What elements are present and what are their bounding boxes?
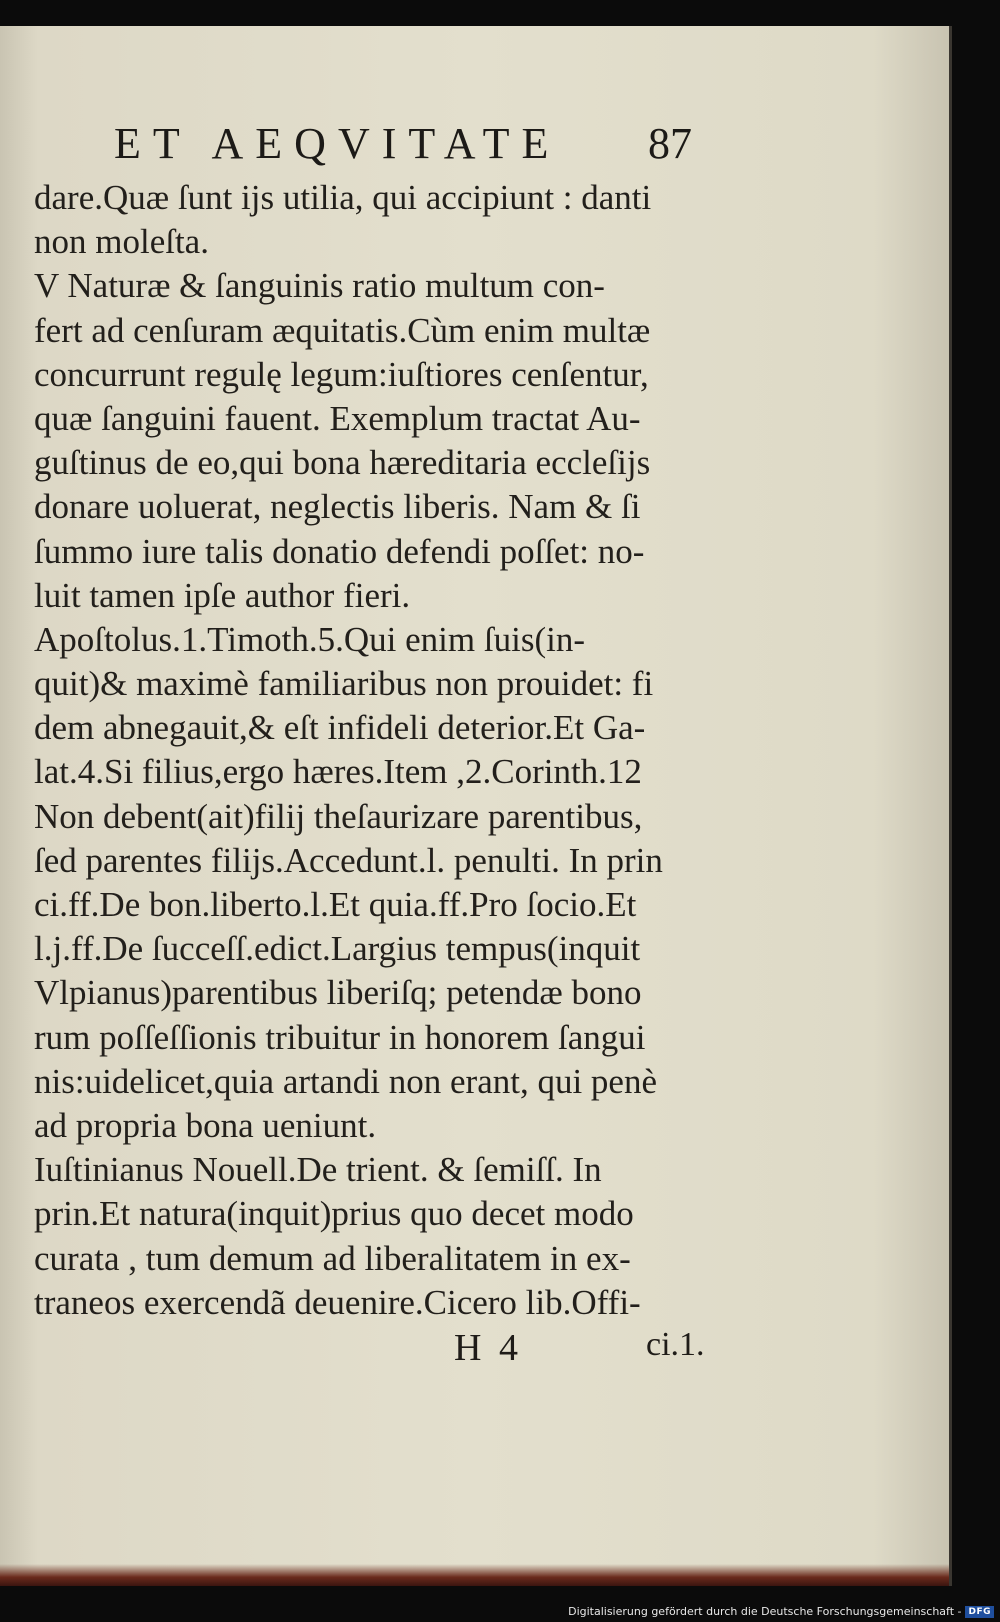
body-text: [34, 176, 744, 1325]
text-line: lat.4.Si filius,ergo hæres.Item ,2.Corinth.12: [34, 752, 642, 792]
text-line: ſummo iure talis donatio defendi poſſet: no-: [34, 531, 645, 571]
page-header: [114, 118, 714, 178]
page-number: 87: [648, 119, 692, 168]
text-line: nis:uidelicet,quia artandi non erant, qui penè: [34, 1061, 657, 1101]
text-line: V Naturæ & ſanguinis ratio multum con-: [34, 266, 605, 306]
catchword: ci.1.: [646, 1326, 705, 1363]
text-line: ſed parentes filijs.Accedunt.l. penulti. In prin: [34, 840, 663, 880]
text-line: concurrunt regulę legum:iuſtiores cenſentur,: [34, 354, 649, 394]
credit-text: Digitalisierung gefördert durch die Deutsche Forschungsgemeinschaft -: [568, 1605, 962, 1618]
text-line: quit)& maximè familiaribus non prouidet: fi: [34, 664, 654, 704]
text-line: ci.ff.De bon.liberto.l.Et quia.ff.Pro ſocio.Et: [34, 885, 637, 924]
text-line: quæ ſanguini fauent. Exemplum tractat Au-: [34, 398, 641, 438]
text-line: ad propria bona ueniunt.: [34, 1105, 377, 1145]
book-page: [0, 26, 952, 1586]
text-line: non moleſta.: [34, 222, 209, 262]
text-line: luit tamen ipſe author fieri.: [34, 575, 411, 615]
text-line: l.j.ff.De ſucceſſ.edict.Largius tempus(inquit: [34, 929, 641, 969]
dfg-logo: DFG: [965, 1606, 994, 1618]
text-line: prin.Et natura(inquit)prius quo decet modo: [34, 1194, 634, 1234]
text-line: rum poſſeſſionis tribuitur in honorem ſangui: [34, 1017, 646, 1057]
text-line: dare.Quæ ſunt ijs utilia, qui accipiunt : danti: [34, 178, 652, 217]
text-line: traneos exercendã deuenire.Cicero lib.Offi-: [34, 1282, 641, 1322]
running-title: ET AEQVITATE: [114, 119, 561, 168]
text-line: curata , tum demum ad liberalitatem in ex-: [34, 1238, 631, 1278]
digitization-credit: [568, 1605, 994, 1618]
signature-mark: H 4: [454, 1327, 522, 1369]
text-line: Apoſtolus.1.Timoth.5.Qui enim ſuis(in-: [34, 619, 585, 659]
text-line: Vlpianus)parentibus liberiſq; petendæ bono: [34, 973, 642, 1013]
text-line: fert ad cenſuram æquitatis.Cùm enim multæ: [34, 310, 651, 350]
text-line: guſtinus de eo,qui bona hæreditaria eccleſijs: [34, 443, 651, 483]
text-line: donare uoluerat, neglectis liberis. Nam & ſi: [34, 487, 641, 527]
page-footer: [420, 1326, 720, 1376]
text-line: dem abnegauit,& eſt infideli deterior.Et Ga-: [34, 708, 646, 748]
text-line: Non debent(ait)filij theſaurizare parentibus,: [34, 796, 643, 836]
text-line: Iuſtinianus Nouell.De trient. & ſemiſſ. In: [34, 1150, 602, 1190]
